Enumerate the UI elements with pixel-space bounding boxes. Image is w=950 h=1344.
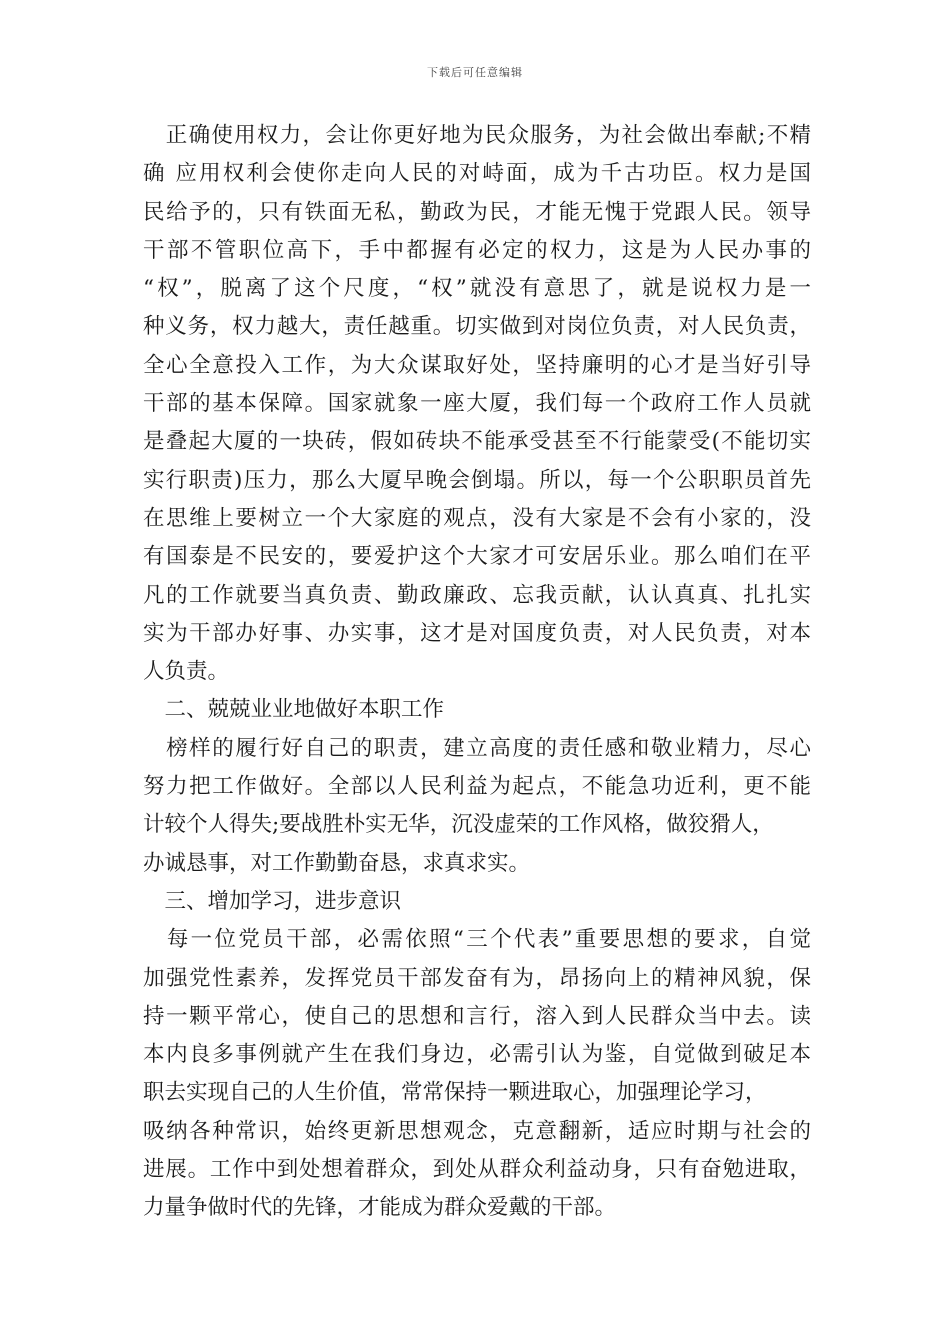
document-body — [143, 117, 811, 1228]
text-line: 努力把工作做好。全部以人民利益为起点，不能急功近利，更不能 — [143, 774, 811, 800]
text-line: 在思维上要树立一个大家庭的观点，没有大家是不会有小家的，没 — [143, 505, 811, 531]
text-line: 实行职责)压力，那么大厦早晚会倒塌。所以，每一个公职职员首先 — [143, 467, 811, 493]
text-line: 确 应用权利会使你走向人民的对峙面，成为千古功臣。权力是国 — [143, 161, 811, 187]
text-line: 全心全意投入工作，为大众谋取好处，坚持廉明的心才是当好引导 — [143, 352, 811, 378]
text-line: 种义务，权力越大，责任越重。切实做到对岗位负责，对人民负责， — [143, 314, 811, 340]
text-line: 有国泰是不民安的，要爱护这个大家才可安居乐业。那么咱们在平 — [143, 544, 811, 570]
text-line: 进展。工作中到处想着群众，到处从群众利益动身，只有奋勉进取， — [143, 1157, 811, 1183]
text-line: 职去实现自己的人生价值，常常保持一颗进取心，加强理论学习， — [143, 1080, 767, 1106]
text-line: 力量争做时代的先锋，才能成为群众爱戴的干部。 — [143, 1195, 617, 1221]
text-line: 计较个人得失;要战胜朴实无华，沉没虚荣的工作风格，做狡猾人， — [143, 812, 774, 838]
text-line: 干部不管职位高下，手中都握有必定的权力，这是为人民办事的 — [143, 237, 811, 263]
text-line: 每一位党员干部，必需依照“三个代表”重要思想的要求，自觉 — [143, 927, 811, 953]
text-line: 干部的基本保障。国家就象一座大厦，我们每一个政府工作人员就 — [143, 391, 811, 417]
text-line: 二、兢兢业业地做好本职工作 — [143, 697, 445, 723]
text-line: 吸纳各种常识，始终更新思想观念，克意翻新，适应时期与社会的 — [143, 1118, 811, 1144]
text-line: 实为干部办好事、办实事，这才是对国度负责，对人民负责，对本 — [143, 620, 811, 646]
text-line: 榜样的履行好自己的职责，建立高度的责任感和敬业精力，尽心 — [143, 735, 811, 761]
text-line: 凡的工作就要当真负责、勤政廉政、忘我贡献，认认真真、扎扎实 — [143, 582, 811, 608]
page-header: 下载后可任意编辑 — [427, 66, 523, 79]
text-line: 人负责。 — [143, 659, 230, 685]
text-line: “权”，脱离了这个尺度，“权”就没有意思了，就是说权力是一 — [143, 276, 811, 302]
text-line: 持一颗平常心，使自己的思想和言行，溶入到人民群众当中去。读 — [143, 1003, 811, 1029]
text-line: 三、增加学习，进步意识 — [143, 888, 402, 914]
text-line: 民给予的，只有铁面无私，勤政为民，才能无愧于党跟人民。领导 — [143, 199, 811, 225]
text-line: 是叠起大厦的一块砖，假如砖块不能承受甚至不行能蒙受(不能切实 — [143, 429, 811, 455]
text-line: 办诚恳事，对工作勤勤奋恳，求真求实。 — [143, 850, 531, 876]
text-line: 加强党性素养，发挥党员干部发奋有为，昂扬向上的精神风貌，保 — [143, 965, 811, 991]
text-line: 本内良多事例就产生在我们身边，必需引认为鉴，自觉做到破足本 — [143, 1042, 811, 1068]
text-line: 正确使用权力，会让你更好地为民众服务，为社会做出奉献;不精 — [143, 123, 811, 148]
